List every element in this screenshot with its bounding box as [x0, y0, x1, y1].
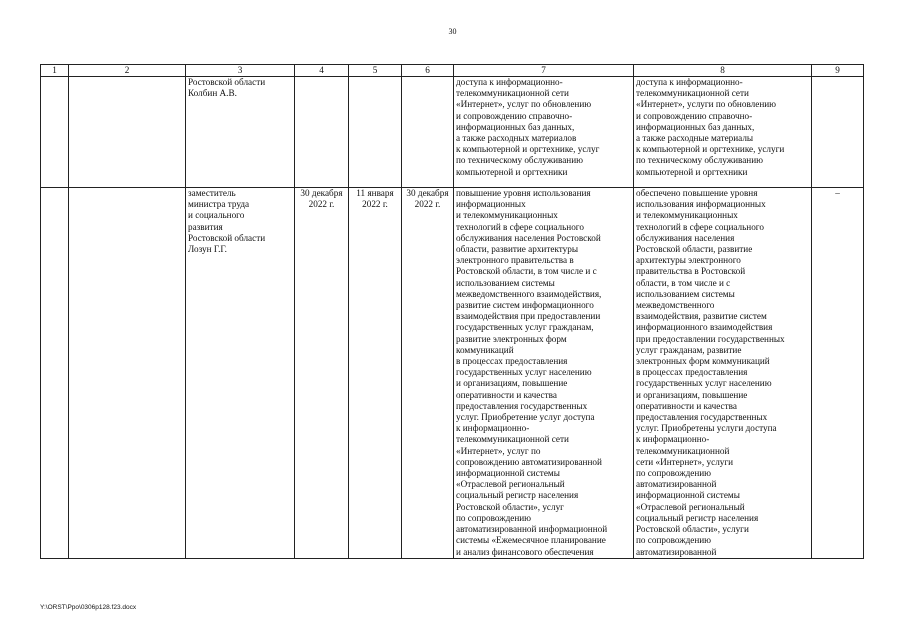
- row-cell-end-date: [402, 77, 454, 188]
- row-cell-2: [69, 77, 186, 188]
- row-cell-responsible: [186, 77, 295, 188]
- header-cell-2: 2: [69, 65, 186, 77]
- cell-text: –: [835, 188, 840, 198]
- header-cell-6: 6: [402, 65, 454, 77]
- cell-text: 30 декабря 2022 г.: [300, 188, 343, 210]
- header-cell-8: 8: [634, 65, 812, 77]
- header-cell-7: 7: [454, 65, 634, 77]
- row-cell-responsible: [186, 188, 295, 559]
- table-row: [41, 77, 864, 188]
- report-table: [40, 64, 864, 559]
- header-cell-3: 3: [186, 65, 295, 77]
- table-row: [41, 188, 864, 559]
- row-cell-number: [41, 188, 69, 559]
- header-cell-9: 9: [812, 65, 864, 77]
- row-cell-number: [41, 77, 69, 188]
- cell-text: доступа к информационно- телекоммуникационной сети «Интернет», услуги по обновлению и сопровождению справочно- информационных баз данных, а также расходные материалы к компьютерной и оргтехнике, услуги по техническому обслуживанию компьютерной и оргтехники: [636, 77, 785, 177]
- row-cell-9: [812, 77, 864, 188]
- cell-text: заместитель министра труда и социального развития Ростовской области Лозун Г.Г.: [188, 188, 266, 255]
- row-cell-actual-result: [634, 188, 812, 559]
- cell-text: 11 января 2022 г.: [356, 188, 394, 210]
- row-cell-planned-date: [295, 77, 349, 188]
- row-cell-actual-result: [634, 77, 812, 188]
- cell-text: Ростовской области Колбин А.В.: [188, 77, 266, 99]
- cell-text: обеспечено повышение уровня использования информационных и телекоммуникационных технологий в сфере социального обслуживания населения Ростовской области, развитие архитектуры электронного правительства в Ростовской области, в том числе и с использованием системы межведомственного взаимодействия, развитие систем информационного взаимодействия при предоставлении государственных услуг гражданам, развитие электронных форм коммуникаций в процессах предоставления государственных услуг населению и организациям, повышение оперативности и качества предоставления государственных услуг. Приобретены услуги доступа к информационно- телекоммуникационной сети «Интернет», услуги по сопровождению автоматизированной информационной системы «Отраслевой региональный социальный регистр населения Ростовской области», услуги по сопровождению автоматизированной: [636, 188, 785, 557]
- header-cell-4: 4: [295, 65, 349, 77]
- file-path-footer: Y:\ORST\Ppo\0306p128.f23.docx: [40, 604, 137, 611]
- cell-text: повышение уровня использования информационных и телекоммуникационных технологий в сфере социального обслуживания населения Ростовской области, развитие архитектуры электронного правительства в Ростовской области, в том числе и с использованием системы межведомственного взаимодействия, развитие систем информационного взаимодействия при предоставлении государственных услуг гражданам, развитие электронных форм коммуникаций в процессах предоставления государственных услуг населению и организациям, повышение оперативности и качества предоставления государственных услуг. Приобретение услуг доступа к информационно- телекоммуникационной сети «Интернет», услуг по сопровождению автоматизированной информационной системы «Отраслевой региональный социальный регистр населения Ростовской области», услуг по сопровождению автоматизированной информационной системы «Ежемесячное планирование и анализ финансового обеспечения: [456, 188, 608, 557]
- column-number-row: [41, 65, 864, 77]
- row-cell-start-date: [349, 188, 402, 559]
- cell-text: доступа к информационно- телекоммуникационной сети «Интернет», услуг по обновлению и сопровождению справочно- информационных баз данных, а также расходных материалов к компьютерной и оргтехнике, услуг по техническому обслуживанию компьютерной и оргтехники: [456, 77, 600, 177]
- row-cell-planned-result: [454, 77, 634, 188]
- row-cell-2: [69, 188, 186, 559]
- header-cell-1: 1: [41, 65, 69, 77]
- row-cell-9: [812, 188, 864, 559]
- page-number: 30: [448, 27, 457, 36]
- row-cell-end-date: [402, 188, 454, 559]
- row-cell-planned-date: [295, 188, 349, 559]
- header-cell-5: 5: [349, 65, 402, 77]
- cell-text: 30 декабря 2022 г.: [406, 188, 449, 210]
- row-cell-start-date: [349, 77, 402, 188]
- row-cell-planned-result: [454, 188, 634, 559]
